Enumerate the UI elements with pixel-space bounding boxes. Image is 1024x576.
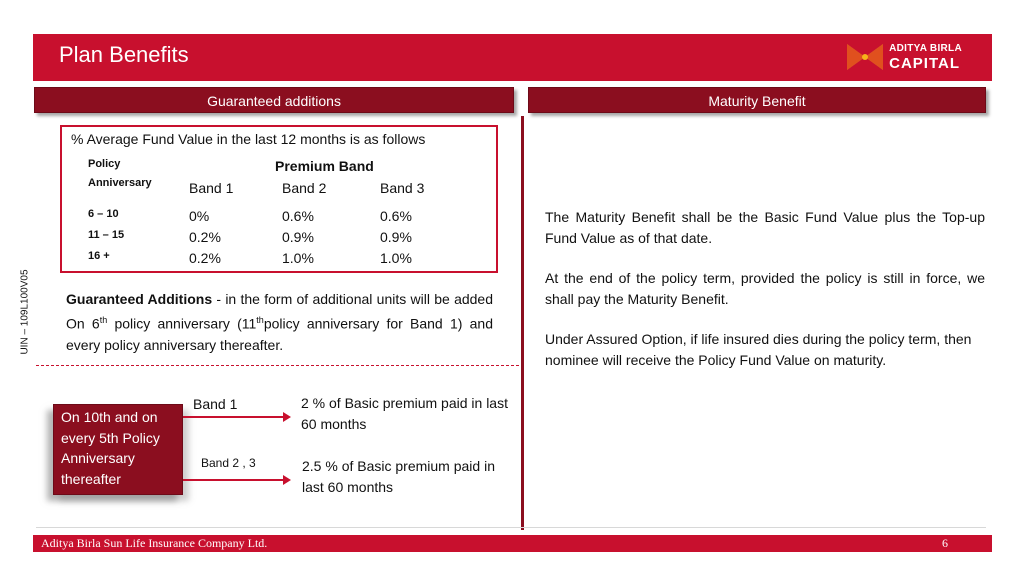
ga-superscript: th bbox=[256, 315, 264, 325]
tab-guaranteed-additions: Guaranteed additions bbox=[34, 87, 514, 113]
table-cell: 1.0% bbox=[282, 250, 314, 266]
band23-description: 2.5 % of Basic premium paid in last 60 months bbox=[302, 458, 495, 495]
ga-text-part: policy anniversary for Band 1) and every policy anniversary thereafter. bbox=[66, 315, 493, 353]
fund-value-table bbox=[60, 125, 498, 273]
band1-arrow-head-icon bbox=[283, 412, 291, 422]
table-cell: 0.6% bbox=[282, 208, 314, 224]
band23-arrow bbox=[183, 479, 283, 481]
table-cell: 0% bbox=[189, 208, 210, 224]
page-title: Plan Benefits bbox=[59, 42, 189, 67]
band23-arrow-head-icon bbox=[283, 475, 291, 485]
band1-label: Band 1 bbox=[193, 396, 238, 412]
maturity-benefit-text bbox=[545, 207, 985, 390]
row-anniversary: 11 – 15 bbox=[88, 229, 125, 241]
table-cell: 0.6% bbox=[380, 208, 412, 224]
anniversary-box: On 10th and on every 5th Policy Anniversary thereafter bbox=[53, 404, 183, 495]
band23-label: Band 2 , 3 bbox=[201, 456, 256, 470]
maturity-paragraph: At the end of the policy term, provided the policy is still in force, we shall pay the Maturity Benefit. bbox=[545, 270, 985, 307]
slide-footer bbox=[33, 535, 992, 552]
logo-text-top: ADITYA BIRLA bbox=[889, 42, 962, 54]
guaranteed-additions-text bbox=[66, 289, 493, 356]
table-intro: % Average Fund Value in the last 12 months is as follows bbox=[71, 131, 426, 147]
dashed-divider bbox=[36, 365, 519, 366]
ga-superscript: th bbox=[99, 315, 108, 325]
band-header: Band 3 bbox=[380, 180, 425, 196]
table-cell: 0.9% bbox=[380, 229, 412, 245]
row-anniversary: 16 + bbox=[88, 250, 110, 262]
table-cell: 0.2% bbox=[189, 229, 221, 245]
page-number: 6 bbox=[942, 536, 948, 550]
ga-text-part: policy anniversary (11 bbox=[107, 315, 257, 332]
band-header: Band 1 bbox=[189, 180, 234, 196]
logo-text-bottom: CAPITAL bbox=[889, 54, 961, 72]
table-cell: 0.9% bbox=[282, 229, 314, 245]
maturity-paragraph: Under Assured Option, if life insured dies during the policy term, then nominee will receive the Policy Fund Value on maturity. bbox=[545, 331, 972, 368]
tab-maturity-benefit: Maturity Benefit bbox=[528, 87, 986, 113]
uin-label: UIN – 109L100V05 bbox=[19, 269, 31, 355]
band-header: Band 2 bbox=[282, 180, 327, 196]
aditya-birla-logo bbox=[847, 43, 962, 71]
column-divider bbox=[521, 116, 524, 530]
table-cell: 1.0% bbox=[380, 250, 412, 266]
col-header-anniversary: Anniversary bbox=[88, 177, 152, 189]
slide-header bbox=[33, 34, 992, 81]
ga-text-part: - in the form of additional units will be added On 6 bbox=[66, 291, 494, 332]
sun-logo-icon bbox=[847, 44, 883, 70]
col-header-policy: Policy bbox=[88, 158, 121, 170]
band1-description: 2 % of Basic premium paid in last 60 months bbox=[301, 395, 508, 432]
table-cell: 0.2% bbox=[189, 250, 221, 266]
ga-bold-term: Guaranteed Additions bbox=[66, 291, 213, 307]
band1-arrow bbox=[183, 416, 283, 418]
bottom-rule bbox=[36, 527, 986, 528]
premium-band-header: Premium Band bbox=[275, 158, 374, 174]
footer-company: Aditya Birla Sun Life Insurance Company Ltd. bbox=[41, 536, 268, 550]
row-anniversary: 6 – 10 bbox=[88, 208, 119, 220]
maturity-paragraph: The Maturity Benefit shall be the Basic Fund Value plus the Top-up Fund Value as of that date. bbox=[545, 209, 985, 246]
